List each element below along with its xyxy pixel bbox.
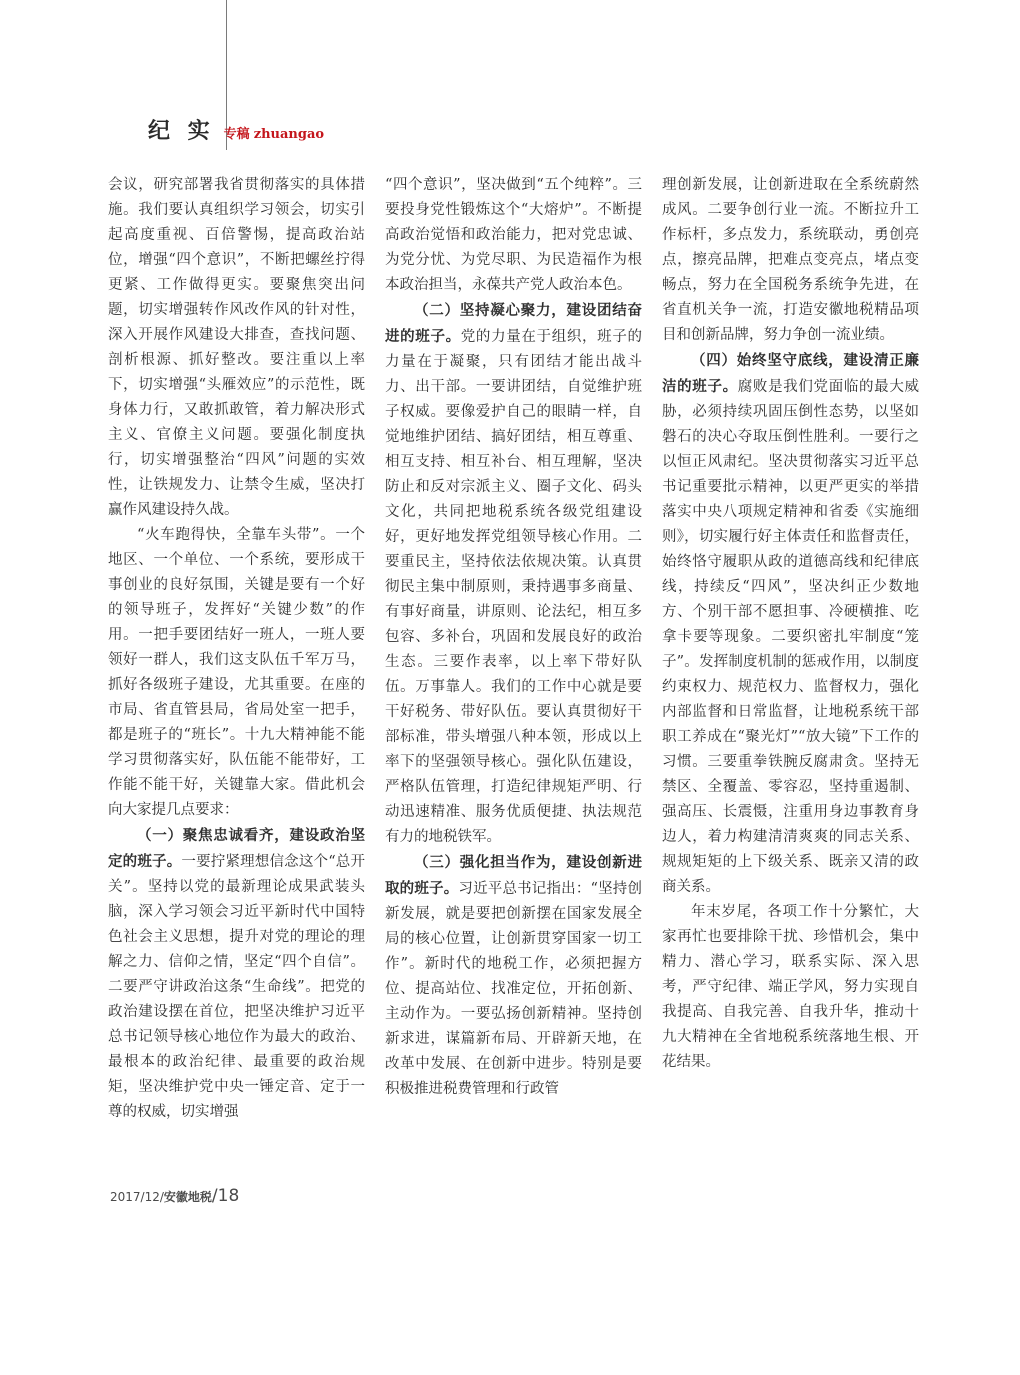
footer-separator: / [211,1186,218,1206]
subheading: （二）坚持凝心聚力，建设团结奋进的班子。 [385,302,642,345]
paragraph-text: 党的力量在于组织，班子的力量在于凝聚，只有团结才能出战斗力、出干部。一要讲团结，自觉维护班子权威。要像爱护自己的眼睛一样，自觉地维护团结、搞好团结，相互尊重、相互支持、相互补台、相互理解，坚决防止和反对宗派主义、圈子文化、码头文化，共同把地税系统各级党组建设好，更好地发挥党组领导核心作用。二要重民主，坚持依法依规决策。认真贯彻民主集中制原则，秉持遇事多商量、有事好商量，讲原则、论法纪，相互多包容、多补台，巩固和发展良好的政治生态。三要作表率，以上率下带好队伍。万事靠人。我们的工作中心就是要干好税务、带好队伍。要认真贯彻好干部标准，带头增强八种本领，形成以上率下的坚强领导核心。强化队伍建设，严格队伍管理，打造纪律规矩严明、行动迅速精准、服务优质便捷、执法规范有力的地税铁军。 [385,329,642,845]
section-tag-pinyin: zhuangao [253,127,325,142]
paragraph: 会议，研究部署我省贯彻落实的具体措施。我们要认真组织学习领会，切实引起高度重视、百倍警惕，提高政治站位，增强“四个意识”，不断把螺丝拧得更紧、工作做得更实。要聚焦突出问题，切实增强转作风改作风的针对性，深入开展作风建设大排查，查找问题、剖析根源、抓好整改。要注重以上率下，切实增强“头雁效应”的示范性，既身体力行，又敢抓敢管，着力解决形式主义、官僚主义问题。要强化制度执行，切实增强整治“四风”问题的实效性，让铁规发力、让禁令生威，坚决打赢作风建设持久战。 [108,177,365,518]
article-column-3 [662,173,919,1128]
paragraph [385,850,642,1102]
magazine-name: 安徽地税 [163,1190,212,1204]
page-footer [110,1186,239,1206]
subheading: （四）始终坚守底线，建设清正廉洁的班子。 [662,352,919,395]
paragraph [108,823,365,1125]
subheading: （一）聚焦忠诚看齐，建设政治坚定的班子。 [108,827,365,870]
paragraph-text: 腐败是我们党面临的最大威胁，必须持续巩固压倒性态势，以坚如磐石的决心夺取压倒性胜利。一要行之以恒正风肃纪。坚决贯彻落实习近平总书记重要批示精神，以更严更实的举措落实中央八项规定精神和省委《实施细则》，切实履行好主体责任和监督责任，始终恪守履职从政的道德高线和纪律底线，持续反“四风”，坚决纠正少数地方、个别干部不愿担事、冷硬横推、吃拿卡要等现象。二要织密扎牢制度“笼子”。发挥制度机制的惩戒作用，以制度约束权力、规范权力、监督权力，强化内部监督和日常监督，让地税系统干部职工养成在“聚光灯”“放大镜”下工作的习惯。三要重拳铁腕反腐肃贪。坚持无禁区、全覆盖、零容忍，坚持重遏制、强高压、长震慑，注重用身边事教育身边人，着力构建清清爽爽的同志关系、规规矩矩的上下级关系、既亲又清的政商关系。 [662,379,919,895]
section-header [148,114,324,144]
paragraph: “火车跑得快，全靠车头带”。一个地区、一个单位、一个系统，要形成干事创业的良好氛围，关键是要有一个好的领导班子，发挥好“关键少数”的作用。一把手要团结好一班人，一班人要领好一群人，我们这支队伍千军万马，抓好各级班子建设，尤其重要。在座的市局、省直管县局，省局处室一把手，都是班子的“班长”。十九大精神能不能学习贯彻落实好，队伍能不能带好，工作能不能干好，关键靠大家。借此机会向大家提几点要求： [108,527,365,818]
paragraph [662,348,919,900]
issue-date: 2017/12/ [110,1190,164,1204]
paragraph: “四个意识”，坚决做到“五个纯粹”。三要投身党性锻炼这个“大熔炉”。不断提高政治觉悟和政治能力，把对党忠诚、为党分忧、为党尽职、为民造福作为根本政治担当，永葆共产党人政治本色。 [385,177,642,293]
section-tag-chinese: 专稿 [223,127,250,142]
page-number: 18 [217,1186,240,1206]
paragraph: 年末岁尾，各项工作十分繁忙，大家再忙也要排除干扰、珍惜机会，集中精力、潜心学习，联系实际、深入思考，严守纪律、端正学风，努力实现自我提高、自我完善、自我升华，推动十九大精神在全省地税系统落地生根、开花结果。 [662,904,919,1070]
paragraph-text: 一要拧紧理想信念这个“总开关”。坚持以党的最新理论成果武装头脑，深入学习领会习近平新时代中国特色社会主义思想，提升对党的理论的理解之力、信仰之情，坚定“四个自信”。二要严守讲政治这条“生命线”。把党的政治建设摆在首位，把坚决维护习近平总书记领导核心地位作为最大的政治、最根本的政治纪律、最重要的政治规矩，坚决维护党中央一锤定音、定于一尊的权威，切实增强 [108,854,365,1120]
article-column-2 [385,173,642,1128]
paragraph [385,298,642,850]
article-column-1 [108,173,365,1128]
paragraph-text: 习近平总书记指出：“坚持创新发展，就是要把创新摆在国家发展全局的核心位置，让创新贯穿国家一切工作”。新时代的地税工作，必须把握方位、提高站位、找准定位，开拓创新、主动作为。一要弘扬创新精神。坚持创新求进，谋篇新布局、开辟新天地，在改革中发展、在创新中进步。特别是要积极推进税费管理和行政管 [385,881,642,1097]
paragraph: 理创新发展，让创新进取在全系统蔚然成风。二要争创行业一流。不断拉升工作标杆，多点发力，系统联动，勇创亮点，擦亮品牌，把难点变亮点，堵点变畅点，努力在全国税务系统争先进，在省直机关争一流，打造安徽地税精品项目和创新品牌，努力争创一流业绩。 [662,177,919,343]
subheading: （三）强化担当作为，建设创新进取的班子。 [385,854,642,897]
section-title: 纪 实 [148,119,215,144]
